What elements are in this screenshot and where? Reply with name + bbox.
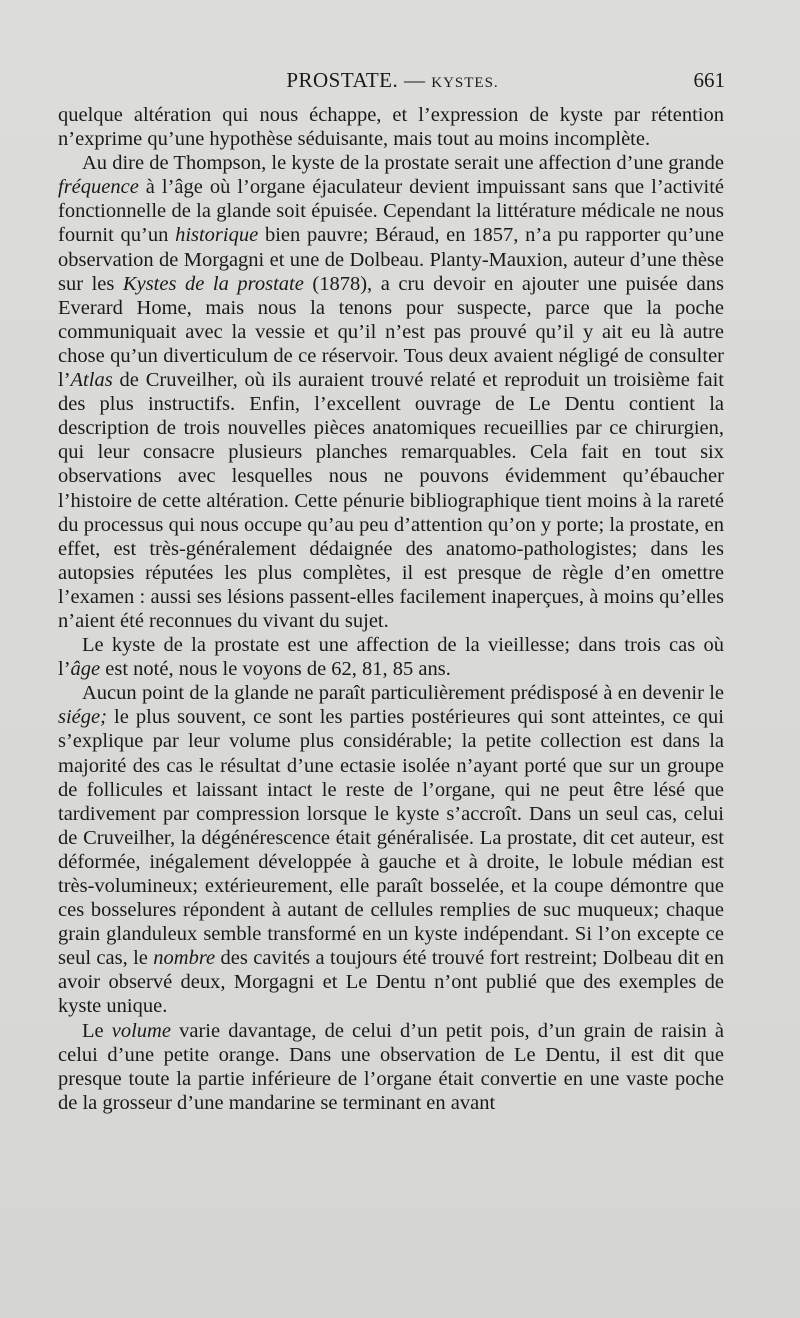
italic-term: Atlas <box>70 369 113 392</box>
italic-term: âge <box>70 658 101 681</box>
text-run: (1878), a cru devoir en ajouter une puisée dans Everard Home, mais nous la tenons pour suspecte, parce que la poche communiquait avec la vessie et qu’il n’est pas prouvé qu’il y ait eu là autre chose qu’un diverticulum de ce réservoir. Tous deux avaient négligé de consulter l’ <box>58 272 724 392</box>
running-header <box>60 68 725 98</box>
text-run: est noté, nous le voyons de 62, 81, 85 ans. <box>100 658 451 681</box>
italic-term: nombre <box>153 947 216 970</box>
paragraph <box>58 633 724 681</box>
paragraph <box>58 1019 724 1115</box>
page-number: 661 <box>693 68 725 92</box>
text-run: Le kyste de la prostate est une affection de la vieillesse; dans trois cas où l’ <box>58 634 724 681</box>
italic-term: siége; <box>58 706 107 729</box>
italic-term: volume <box>111 1019 171 1042</box>
italic-term: fréquence <box>58 176 139 199</box>
text-run: varie davantage, de celui d’un petit pois, d’un grain de raisin à celui d’une petite orange. Dans une observation de Le Dentu, il est dit que presque toute la partie inférieure de l’organe était convertie en une vaste poche de la grosseur d’une mandarine se terminant en avant <box>58 1019 725 1114</box>
running-title-sub: KYSTES. <box>431 75 499 91</box>
text-run: bien pauvre; Béraud, en 1857, n’a pu rapporter qu’une observation de Morgagni et une de Dolbeau. Planty-Mauxion, auteur d’une thèse sur les <box>58 224 724 295</box>
text-run: le plus souvent, ce sont les parties postérieures qui sont atteintes, ce qui s’explique par leur volume plus considérable; la petite collection est dans la majorité des cas le résultat d’une ectasie isolée n’ayant porté que sur un groupe de follicules et laissant intact le reste de l’organe, qui ne peut être lésé que tardivement par compression lorsque le kyste s’accroît. Dans un seul cas, celui de Cruveilher, la dégénérescence était généralisée. La prostate, dit cet auteur, est déformée, inégalement développée à gauche et à droite, le lobule médian est très-volumineux; extérieurement, elle paraît bosselée, et la coupe démontre que ces bosselures répondent à autant de cellules remplies de suc muqueux; chaque grain glanduleux semble transformé en un kyste indépendant. Si l’on excepte ce seul cas, le <box>58 706 724 970</box>
italic-term: historique <box>175 224 259 247</box>
text-run: de Cruveilher, où ils auraient trouvé relaté et reproduit un troisième fait des plus instructifs. Enfin, l’excellent ouvrage de Le Dentu contient la description de trois nouvelles pièces anatomiques recueillies par ce chirurgien, qui leur consacre plusieurs planches remarquables. Cela fait en tout six observations avec lesquelles nous ne pouvons évidemment qu’ébaucher l’histoire de cette altération. Cette pénurie bibliographique tient moins à la rareté du processus qui nous occupe qu’au peu d’attention qu’on y porte; la prostate, en effet, est très-généralement dédaignée des anatomo-pathologistes; dans les autopsies réputées les plus complètes, il est presque de règle d’en omettre l’examen : aussi ses lésions passent-elles facilement inaperçues, à moins qu’elles n’aient été reconnues du vivant du sujet. <box>58 369 724 632</box>
text-run: Aucun point de la glande ne paraît particulièrement prédisposé à en devenir le <box>82 682 724 705</box>
paragraph <box>58 681 724 1018</box>
text-run: quelque altération qui nous échappe, et l’expression de kyste par rétention n’exprime qu’une hypothèse séduisante, mais tout au moins incomplète. <box>58 104 724 151</box>
text-run: des cavités a toujours été trouvé fort restreint; Dolbeau dit en avoir observé deux, Morgagni et Le Dentu n’ont publié que des exemples de kyste unique. <box>58 947 725 1018</box>
text-run: Au dire de Thompson, le kyste de la prostate serait une affection d’une grande <box>82 152 724 175</box>
paragraph <box>58 103 724 151</box>
body-text <box>58 103 724 1115</box>
text-run: à l’âge où l’organe éjaculateur devient impuissant sans que l’activité fonctionnelle de la glande soit épuisée. Cependant la littérature médicale ne nous fournit qu’un <box>58 176 724 247</box>
italic-term: Kystes de la prostate <box>122 272 304 295</box>
text-run: Le <box>82 1019 112 1042</box>
paragraph <box>58 151 724 633</box>
running-title-main: PROSTATE. — <box>286 68 426 92</box>
running-title <box>60 68 725 93</box>
